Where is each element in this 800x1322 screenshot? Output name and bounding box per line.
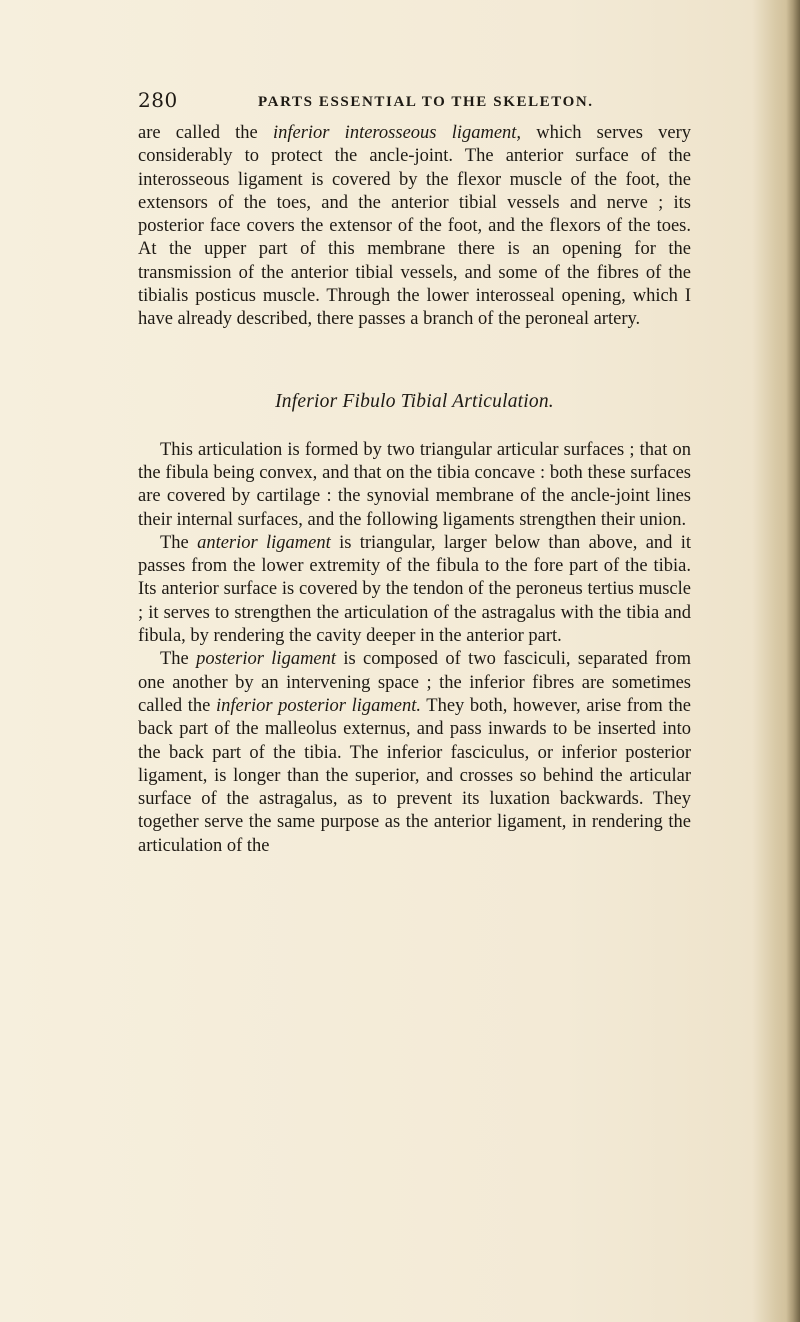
- paragraph-anterior-ligament: [138, 532, 691, 648]
- term-posterior-ligament: posterior ligament: [196, 649, 337, 670]
- term-inferior-posterior-ligament: inferior posterior ligament.: [216, 695, 421, 716]
- page-number: 280: [138, 88, 178, 112]
- text-run: The: [160, 649, 197, 670]
- term-inferior-interosseous-ligament: inferior interosseous ligament,: [272, 123, 522, 143]
- text-run: This articulation is formed by two triangular articular surfaces ; that on the fibula being convex, and that on the tibia concave : both these surfaces are covered by cartilage : the synovial membrane of the ancle-joint lines their internal surfaces, and the following ligaments strengthen their union.: [138, 439, 691, 530]
- section-heading: Inferior Fibulo Tibial Articulation.: [275, 390, 554, 412]
- page-edge-shadow: [786, 0, 800, 1322]
- paragraph-articulation: [138, 439, 691, 532]
- paragraph-interosseous: [138, 122, 691, 332]
- text-run: are called the: [138, 123, 273, 143]
- page-header: [138, 88, 698, 118]
- running-head: PARTS ESSENTIAL TO THE SKELETON.: [258, 94, 594, 110]
- term-anterior-ligament: anterior ligament: [197, 532, 331, 553]
- text-run: is composed of two fasciculi, separated from one another by an intervening space ; the inferior fibres are sometimes called the: [138, 649, 691, 716]
- body-text: [138, 122, 691, 858]
- text-run: is triangular, larger below than above, and it passes from the lower extremity of the fibula to the fore part of the tibia. Its anterior surface is covered by the tendon of the peroneus tertius muscle ; it serves to strengthen the articulation of the astragalus with the tibia and fibula, by rendering the cavity deeper in the anterior part.: [138, 532, 691, 647]
- text-run: The: [160, 532, 198, 553]
- paragraph-posterior-ligament: [138, 648, 691, 858]
- text-run: which serves very considerably to protect the ancle-joint. The anterior surface of the interosseous ligament is covered by the flexor muscle of the foot, the extensors of the toes, and the anterior tibial vessels and nerve ; its posterior face covers the extensor of the foot, and the flexors of the toes. At the upper part of this membrane there is an opening for the transmission of the anterior tibial vessels, and some of the fibres of the tibialis posticus muscle. Through the lower interosseal opening, which I have already described, there passes a branch of the peroneal artery.: [138, 123, 691, 330]
- text-run: They both, however, arise from the back part of the malleolus externus, and pass inwards to be inserted into the back part of the tibia. The inferior fasciculus, or inferior posterior ligament, is longer than the superior, and crosses so behind the articular surface of the astragalus, as to prevent its luxation backwards. They together serve the same purpose as the anterior ligament, in rendering the articulation of the: [138, 695, 691, 856]
